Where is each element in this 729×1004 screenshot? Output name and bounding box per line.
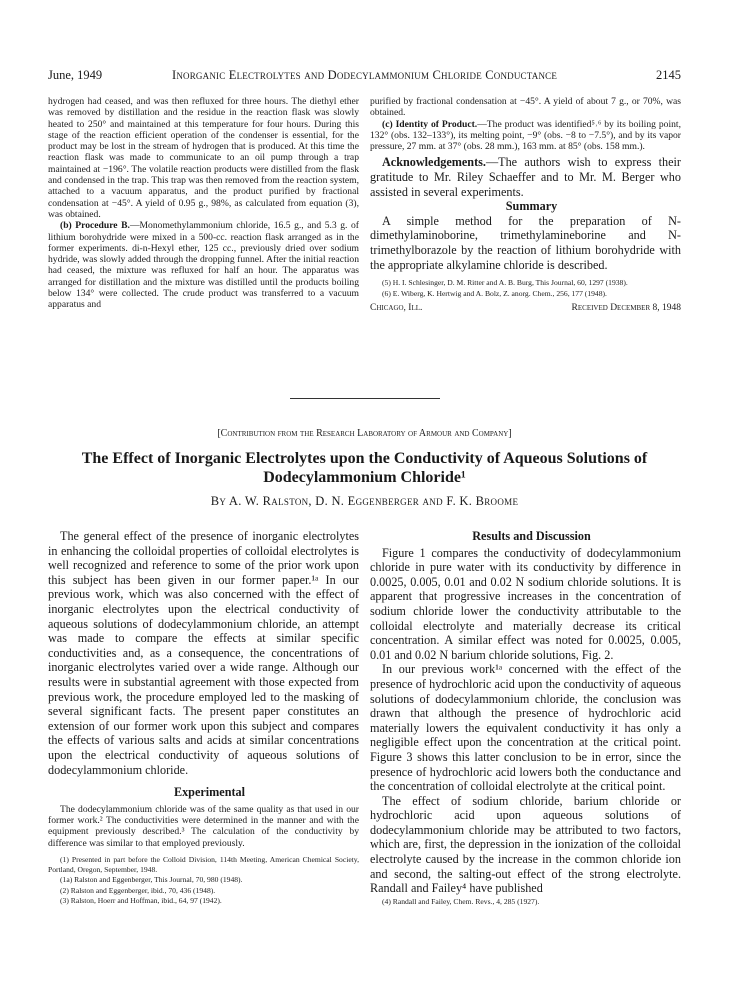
footnote: (1a) Ralston and Eggenberger, This Journal, 70, 980 (1948). — [60, 875, 243, 885]
procedure-b-lead: (b) Procedure B. — [60, 220, 130, 232]
paragraph: Figure 1 compares the conductivity of dodecylammonium chloride in pure water with its conductivity by difference in 0.0025, 0.005, 0.01 and 0.02 N sodium chloride solutions. It is apparent that progressive increases in the concentration of sodium chloride lower the conductivity attributable to the colloidal electrolyte and materially decrease its critical concentration. A similar effect was noted for 0.0025, 0.005, 0.01 and 0.02 N barium chloride solutions, Fig. 2. — [370, 545, 681, 662]
introduction: The general effect of the presence of inorganic electrolytes in enhancing the colloidal properties of colloidal electrolytes is well recognized and reference to some of the prior work upon this subject has been given in our former paper.¹ᵃ In our previous work, which was also concerned with the effect of inorganic electrolytes upon the electrical conductivity of aqueous solutions of dodecylammonium chloride, an attempt was made to compare the effects at similar specific conductivities and, as a consequence, the concentrations of inorganic electrolytes varied over a wide range. Although our results were in substantial agreement with those expected from previous work, the procedure employed led to the masking of several significant facts. The present paper constitutes an extension of our former work upon this subject and compares the effects of various salts and acids at similar concentrations upon the electrical conductivity of aqueous solutions of dodecylammonium chloride. — [48, 529, 359, 777]
footnote: (4) Randall and Failey, Chem. Revs., 4, 285 (1927). — [382, 896, 540, 906]
experimental-text: The dodecylammonium chloride was of the same quality as that used in our former work.² The conductivities were determined in the manner and with the equipment previously described.³ The calculation of the conductivity by difference was similar to that employed previously. — [48, 803, 359, 849]
procedure-b-text: —Monomethylammonium chloride, 16.5 g., and 5.3 g. of lithium borohydride were mixed in a 500-cc. reaction flask arranged as in the former experiments. di-n-Hexyl ether, 125 cc., previously dried over sodium hydride, was slowly added through the dropping funnel. After the initial reaction had ceased, the mixture was refluxed for half an hour. The apparatus was arranged for distillation and the mixture was distilled until the products boiling below 134° were collected. The crude product was transferred to a vacuum apparatus and — [48, 220, 359, 311]
bottom-left-column — [48, 529, 359, 906]
identity-lead: (c) Identity of Product. — [382, 118, 478, 130]
paragraph: hydrogen had ceased, and was then refluxed for three hours. The diethyl ether was removed by distillation and the residue in the reaction flask was slowly heated to 250° and maintained at this temperature for four hours. During this stage of the reaction efficient operation of the condenser is essential, for the product may be lost in the stream of hydrogen that is produced. At this time the reaction flask was made to communicate to an oil pump through a trap maintained at −196°. The volatile reaction products were distilled from the flask and condensed in the trap. This trap was then removed from the reaction system, attached to a vacuum apparatus, and the product purified by fractional condensation at −45°. A yield of 0.95 g., 98%, as calculated from equation (3), was obtained. — [48, 96, 359, 220]
paragraph: In our previous work¹ᵃ concerned with the effect of the presence of hydrochloric acid upon the conductivity of aqueous solutions of dodecylammonium chloride, the conclusion was drawn that although the presence of hydrochloric acid materially lowers the equivalent conductivity it has only a negligible effect upon the concentration at the critical point. Figure 3 shows this latter conclusion to be in error, since the presence of hydrochloric acid lowers both the conductance and the concentration of colloidal electrolyte at the critical point. — [370, 662, 681, 794]
footnote: (3) Ralston, Hoerr and Hoffman, ibid., 64, 97 (1942). — [60, 896, 222, 906]
place-received-line — [370, 302, 681, 315]
article-title: The Effect of Inorganic Electrolytes upon the Conductivity of Aqueous Solutions of Dodecylammonium Chloride¹ — [81, 450, 648, 486]
results-heading: Results and Discussion — [472, 529, 591, 543]
summary-text: A simple method for the preparation of N-dimethylaminoborine, trimethylamineborine and N-trimethylborazole by the reaction of lithium borohydride with the appropriate alkylamine chloride is described. — [370, 213, 681, 272]
running-header — [48, 66, 681, 84]
paragraph — [48, 220, 359, 310]
bottom-right-column — [370, 529, 681, 907]
received-date: Received December 8, 1948 — [571, 302, 681, 313]
footnote: (1) Presented in part before the Colloid Division, 114th Meeting, American Chemical Society, Portland, Oregon, September, 1948. — [48, 854, 359, 875]
footnote: (5) H. I. Schlesinger, D. M. Ritter and A. B. Burg, This Journal, 60, 1297 (1938). — [382, 278, 628, 288]
footnote: (2) Ralston and Eggenberger, ibid., 70, 436 (1948). — [60, 885, 216, 895]
acknowledgements-lead: Acknowledgements. — [382, 155, 486, 170]
paragraph: The effect of sodium chloride, barium chloride or hydrochloric acid upon aqueous solutions of dodecylammonium chloride may be attributed to two factors, which are, first, the depression in the ionization of the colloidal electrolyte caused by the increase in the common chloride ion and second, the salting-out effect of the strong electrolyte. Randall and Failey⁴ have published — [370, 793, 681, 896]
header-date: June, 1949 — [48, 68, 103, 82]
place: Chicago, Ill. — [370, 302, 423, 313]
identity-text: —The product was identified⁵˒⁶ by its boiling point, 132° (obs. 132–133°), its melting point, −9° (obs. −8 to −7.5°), and by its vapor pressure, 27 mm. at 37° (obs. 28 mm.), 163 mm. at 85° (obs. 158 mm.). — [370, 118, 681, 153]
contribution-note: [Contribution from the Research Laboratory of Armour and Company] — [217, 428, 512, 439]
top-right-column — [370, 96, 681, 315]
header-running-title: Inorganic Electrolytes and Dodecylammonium Chloride Conductance — [171, 68, 558, 82]
header-page-number: 2145 — [656, 68, 681, 82]
acknowledgements-text: —The authors wish to express their gratitude to Mr. Riley Schaeffer and to Mr. M. Berger who assisted in several experiments. — [370, 155, 681, 199]
experimental-heading: Experimental — [173, 785, 246, 800]
summary-heading: Summary — [505, 199, 558, 214]
top-left-column — [48, 96, 359, 311]
footnote: (6) E. Wiberg, K. Hertwig and A. Bolz, Z. anorg. Chem., 256, 177 (1948). — [382, 288, 607, 298]
article-authors: By A. W. Ralston, D. N. Eggenberger and F. K. Broome — [210, 494, 519, 508]
paragraph: purified by fractional condensation at −45°. A yield of about 7 g., or 70%, was obtained. — [370, 96, 681, 119]
paragraph — [370, 119, 681, 153]
section-divider — [290, 398, 440, 399]
acknowledgements — [370, 155, 681, 199]
